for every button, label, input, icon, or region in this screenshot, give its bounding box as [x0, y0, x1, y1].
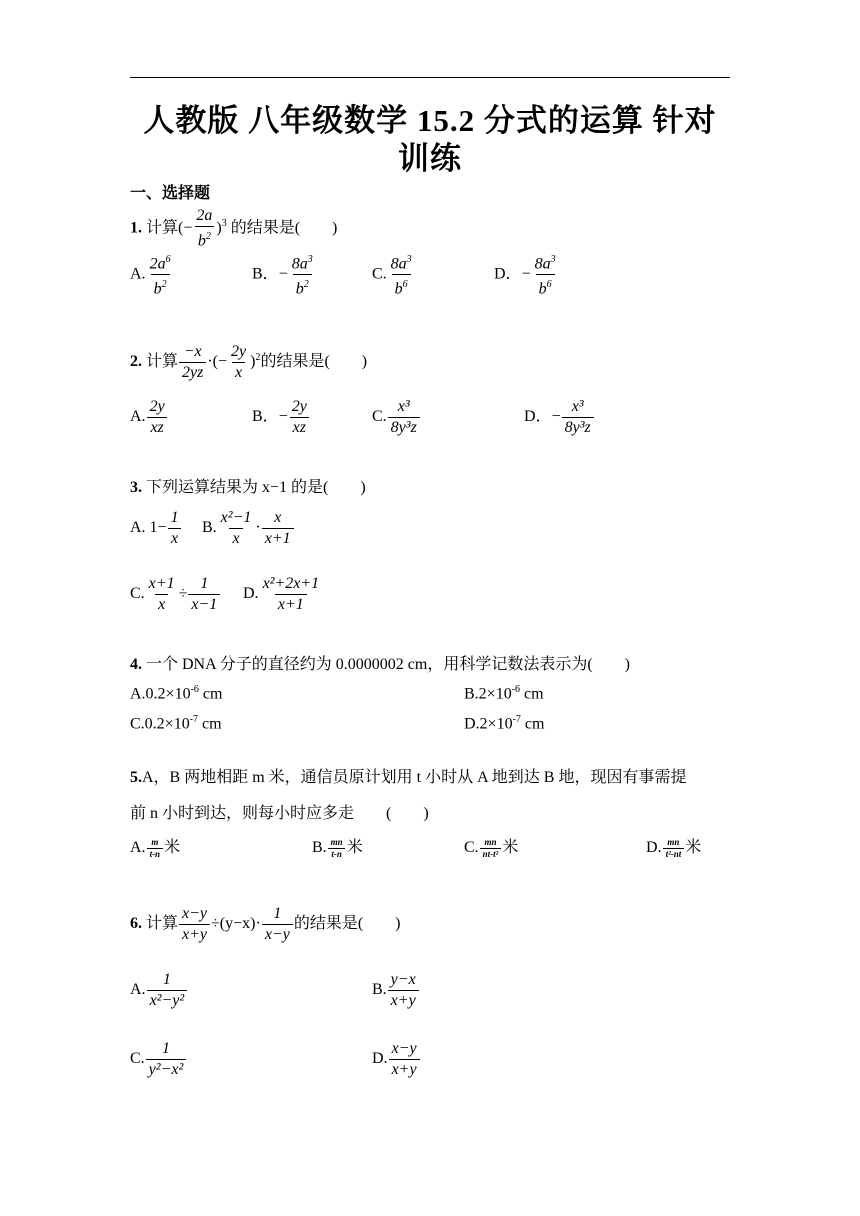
- question-2: [130, 342, 367, 383]
- option-label: D.: [372, 1050, 388, 1068]
- denominator-text: b: [394, 280, 403, 298]
- exponent: 3: [406, 254, 412, 265]
- numerator: [289, 250, 316, 274]
- exponent: 6: [546, 279, 552, 291]
- denominator: t-n: [328, 848, 345, 860]
- exponent: 3: [221, 218, 227, 229]
- q5-option-b[interactable]: [312, 834, 363, 860]
- fraction: [389, 1039, 420, 1080]
- option-label: A.: [130, 408, 146, 426]
- q2-option-c[interactable]: [372, 397, 421, 438]
- numerator: 1: [273, 905, 282, 922]
- option-label: D.2×10: [464, 715, 513, 733]
- numerator-text: 8a: [390, 255, 407, 273]
- question-number: 1.: [130, 219, 142, 237]
- q6-option-b[interactable]: [372, 970, 420, 1011]
- denominator: 2yz: [179, 362, 206, 383]
- option-label: A.0.2×10: [130, 685, 191, 703]
- document-title: 人教版 八年级数学 15.2 分式的运算 针对训练: [143, 103, 717, 176]
- q5-option-d[interactable]: [646, 834, 701, 860]
- fraction: [262, 904, 293, 945]
- numerator: y−x: [390, 971, 416, 988]
- numerator: −x: [183, 343, 202, 360]
- numerator: x³: [571, 398, 584, 415]
- fraction: [262, 508, 294, 549]
- fraction: [147, 397, 168, 438]
- option-label: A.: [130, 265, 146, 283]
- question-5: [130, 764, 686, 787]
- sign: −: [278, 265, 288, 283]
- question-text: 计算: [146, 353, 179, 371]
- numerator: mn: [667, 836, 680, 847]
- numerator: [388, 250, 415, 274]
- option-label: A.: [130, 981, 146, 999]
- option-label: C.0.2×10: [130, 715, 190, 733]
- exponent: 6: [402, 279, 408, 291]
- numerator: x+1: [148, 575, 175, 592]
- numerator-text: 8a: [291, 255, 308, 273]
- numerator: x: [274, 509, 282, 526]
- question-text: ): [250, 353, 256, 371]
- option-label: B.: [202, 519, 217, 537]
- question-number: 2.: [130, 353, 142, 371]
- q3-option-b[interactable]: [202, 508, 295, 549]
- question-text: 下列运算结果为 x−1 的是( ): [146, 479, 366, 496]
- q2-option-b[interactable]: [252, 397, 311, 438]
- numerator: mn: [330, 836, 343, 847]
- option-label: B.: [312, 839, 327, 856]
- numerator: 2y: [231, 343, 247, 360]
- fraction: [147, 250, 174, 300]
- question-3: [130, 474, 366, 497]
- q4-option-b[interactable]: [464, 684, 544, 703]
- question-5-continued: [130, 800, 429, 823]
- denominator: x+y: [389, 1059, 420, 1080]
- option-label: D．: [494, 265, 522, 283]
- denominator: xz: [147, 417, 166, 438]
- exponent: 6: [165, 254, 171, 265]
- denominator: x: [229, 528, 242, 549]
- exponent: -6: [190, 684, 199, 695]
- numerator: x²+2x+1: [262, 575, 320, 592]
- numerator: x²−1: [220, 509, 252, 526]
- unit: 米: [346, 839, 363, 856]
- question-number: 6.: [130, 915, 142, 933]
- q5-option-c[interactable]: [464, 834, 518, 860]
- numerator: 1: [200, 575, 209, 592]
- unit: cm: [198, 685, 223, 703]
- question-number: 4.: [130, 656, 142, 673]
- option-label: D.: [646, 839, 662, 856]
- denominator: x²−y²: [147, 990, 188, 1011]
- exponent: -6: [511, 684, 521, 695]
- numerator: 1: [170, 509, 179, 526]
- exponent: -7: [189, 714, 199, 725]
- question-number: 5.: [130, 769, 142, 786]
- unit: 米: [502, 839, 519, 856]
- denominator: x+1: [262, 528, 294, 549]
- exponent: 2: [161, 279, 167, 291]
- question-4: [130, 651, 630, 674]
- q6-option-d[interactable]: [372, 1039, 421, 1080]
- denominator-text: b: [153, 280, 162, 298]
- denominator: x+y: [388, 990, 419, 1011]
- denominator: x−1: [188, 594, 220, 615]
- option-label: C.: [372, 408, 387, 426]
- numerator: x³: [397, 398, 410, 415]
- fraction: [388, 250, 415, 300]
- fraction: [147, 970, 188, 1011]
- fraction: [168, 508, 182, 549]
- q6-option-a[interactable]: [130, 970, 188, 1011]
- q4-option-c[interactable]: [130, 714, 222, 733]
- fraction: [532, 250, 559, 300]
- denominator: x+1: [275, 594, 307, 615]
- numerator: 2y: [149, 398, 165, 415]
- q3-option-a[interactable]: [130, 508, 183, 549]
- q3-option-c[interactable]: [130, 574, 221, 615]
- denominator: [195, 226, 214, 251]
- exponent: 3: [550, 254, 556, 265]
- numerator: 1: [162, 971, 171, 988]
- question-text: 的结果是( ): [226, 219, 338, 237]
- fraction: [663, 837, 685, 860]
- question-text: ): [216, 219, 222, 237]
- denominator: x−y: [262, 924, 293, 945]
- numerator-text: 2a: [149, 255, 166, 273]
- denominator-text: b: [538, 280, 547, 298]
- option-label: C.: [372, 265, 387, 283]
- question-number: 3.: [130, 479, 142, 496]
- q6-option-c[interactable]: [130, 1039, 187, 1080]
- option-label: C.: [464, 839, 479, 856]
- question-text: 计算(−: [146, 219, 193, 237]
- q3-option-d[interactable]: [243, 574, 323, 615]
- operator: ÷: [178, 585, 188, 603]
- denominator: 8y³z: [562, 417, 594, 438]
- option-label: C.: [130, 1050, 145, 1068]
- exponent: 2: [303, 279, 309, 291]
- q4-option-a[interactable]: [130, 684, 222, 703]
- option-label: A. 1−: [130, 519, 167, 537]
- operator: ·: [255, 519, 261, 537]
- numerator: 2y: [291, 398, 307, 415]
- fraction: [147, 837, 164, 860]
- q1-option-a[interactable]: [130, 250, 175, 300]
- denominator: [536, 274, 555, 299]
- fraction: [146, 1039, 187, 1080]
- denominator: t-n: [147, 848, 164, 860]
- denominator-text: b: [295, 280, 304, 298]
- option-label: A.: [130, 839, 146, 856]
- fraction: [228, 342, 249, 383]
- fraction: [480, 837, 502, 860]
- denominator: [151, 274, 170, 299]
- numerator: 1: [161, 1040, 170, 1057]
- option-label: B．: [252, 408, 279, 426]
- denominator: [392, 274, 411, 299]
- fraction: [260, 574, 323, 615]
- denominator: nt-t²: [480, 848, 502, 860]
- fraction: [218, 508, 255, 549]
- unit: cm: [198, 715, 222, 733]
- option-label: C.: [130, 585, 145, 603]
- question-text: ·(−: [207, 353, 228, 371]
- question-text: A，B 两地相距 m 米，通信员原计划用 t 小时从 A 地到达 B 地，现因有事需提: [142, 769, 687, 786]
- unit: cm: [520, 715, 545, 733]
- q2-option-a[interactable]: [130, 397, 169, 438]
- fraction: [388, 970, 419, 1011]
- fraction: [328, 837, 346, 860]
- question-text: 计算: [146, 915, 179, 933]
- exponent: 2: [255, 351, 261, 363]
- question-text: 一个 DNA 分子的直径约为 0.0000002 cm，用科学记数法表示为( ): [146, 656, 630, 673]
- option-label: D．: [524, 408, 552, 426]
- fraction: [179, 904, 210, 945]
- fraction: [388, 397, 420, 438]
- numerator: [532, 250, 559, 274]
- q1-option-b[interactable]: [252, 250, 317, 300]
- question-text: ÷(y−x)·: [211, 915, 261, 933]
- exponent: 2: [205, 231, 211, 242]
- fraction: [188, 574, 220, 615]
- option-label: B．: [252, 265, 279, 283]
- fraction: [562, 397, 594, 438]
- q2-option-d[interactable]: [524, 397, 595, 438]
- denominator: x: [155, 594, 168, 615]
- question-text: 的结果是( ): [293, 915, 401, 933]
- unit: 米: [685, 839, 702, 856]
- header-rule: [130, 77, 730, 78]
- q1-option-d[interactable]: [494, 250, 560, 300]
- numerator: [147, 250, 174, 274]
- q5-option-a[interactable]: [130, 834, 180, 860]
- option-label: B.2×10: [464, 685, 512, 703]
- numerator: 2a: [196, 207, 213, 224]
- denominator: x+y: [179, 924, 210, 945]
- numerator: x−y: [182, 905, 208, 922]
- numerator-text: 8a: [534, 255, 551, 273]
- question-1: [130, 206, 337, 251]
- question-6: [130, 904, 400, 945]
- exponent: 3: [307, 254, 313, 265]
- denominator: t²-nt: [663, 848, 685, 860]
- denominator: [293, 274, 312, 299]
- exponent: -7: [512, 714, 521, 725]
- denominator-text: b: [197, 232, 206, 250]
- fraction: [289, 250, 316, 300]
- fraction: [289, 397, 310, 438]
- sign: −: [278, 408, 288, 426]
- unit: 米: [164, 839, 181, 856]
- q4-option-d[interactable]: [464, 714, 544, 733]
- unit: cm: [520, 685, 544, 703]
- question-text: 前 n 小时到达，则每小时应多走 ( ): [130, 805, 429, 822]
- section-heading: 一、选择题: [130, 185, 211, 202]
- question-text: 的结果是( ): [260, 353, 368, 371]
- denominator: x: [168, 528, 181, 549]
- fraction: [193, 206, 215, 251]
- denominator: xz: [290, 417, 309, 438]
- option-label: B.: [372, 981, 387, 999]
- denominator: x: [232, 362, 245, 383]
- option-label: D.: [243, 585, 259, 603]
- numerator: m: [151, 836, 159, 847]
- denominator: 8y³z: [388, 417, 420, 438]
- fraction: [146, 574, 178, 615]
- fraction: [179, 342, 206, 383]
- numerator: mn: [484, 836, 497, 847]
- sign: −: [551, 408, 561, 426]
- sign: −: [521, 265, 531, 283]
- q1-option-c[interactable]: [372, 250, 416, 300]
- numerator: x−y: [391, 1040, 417, 1057]
- denominator: y²−x²: [146, 1059, 187, 1080]
